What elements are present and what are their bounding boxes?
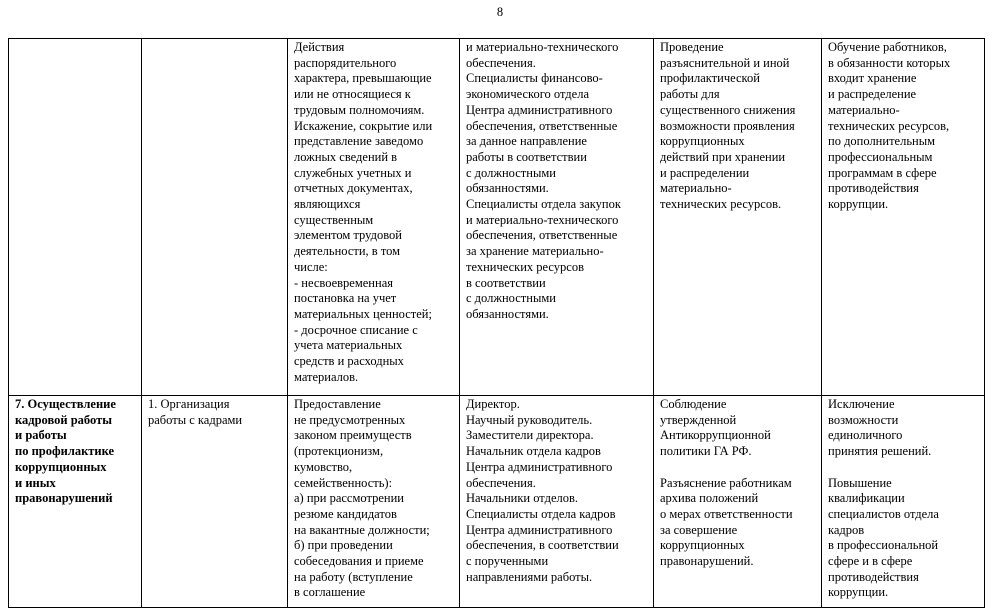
cell-text-line: разъяснительной и иной xyxy=(660,55,790,70)
cell-text-line: и распределении xyxy=(660,165,750,180)
cell-text-line: в обязанности которых xyxy=(828,55,951,70)
cell-text-line: Центра административного xyxy=(466,459,613,474)
cell-text-line: кадров xyxy=(828,522,865,537)
cell-text-line: резюме кандидатов xyxy=(294,506,397,521)
cell-measures xyxy=(654,396,822,608)
cell-text-line: обязанностями. xyxy=(466,306,549,321)
cell-text-line: правонарушений xyxy=(15,491,113,506)
cell-text-line: противодействия xyxy=(828,181,919,196)
cell-text-line: политики ГА РФ. xyxy=(660,444,752,459)
cell-text-line: технических ресурсов. xyxy=(660,197,782,212)
cell-text-line: единоличного xyxy=(828,428,903,443)
cell-text-line: (протекционизм, xyxy=(294,444,384,459)
cell-text-line: утвержденной xyxy=(660,412,737,427)
cell-measures xyxy=(654,39,822,396)
cell-text-line: за данное направление xyxy=(466,134,587,149)
cell-text-line: Специалисты отдела кадров xyxy=(466,506,616,521)
cell-text-line: - несвоевременная xyxy=(294,275,393,290)
cell-text-line: профессиональным xyxy=(828,149,933,164)
cell-text-line: не предусмотренных xyxy=(294,412,406,427)
cell-text-line: с должностными xyxy=(466,165,556,180)
cell-text-line: Предоставление xyxy=(294,397,381,411)
cell-text-line: сфере и в сфере xyxy=(828,554,913,569)
cell-text-line: элементом трудовой xyxy=(294,228,402,243)
cell-text-line: - досрочное списание с xyxy=(294,322,418,337)
cell-text-line: Обучение работников, xyxy=(828,40,947,54)
cell-area xyxy=(9,39,142,396)
cell-text-line: за хранение материально- xyxy=(466,244,604,259)
table-row xyxy=(9,39,985,396)
cell-text-line: Специалисты финансово- xyxy=(466,71,603,86)
cell-text-line: собеседования и приеме xyxy=(294,554,424,569)
cell-risk xyxy=(288,39,460,396)
cell-text-line: материальных ценностей; xyxy=(294,306,432,321)
cell-text-line: профилактической xyxy=(660,71,760,86)
cell-text-line: постановка на учет xyxy=(294,291,397,306)
cell-text-line: средств и расходных xyxy=(294,354,404,369)
cell-text-line: представление заведомо xyxy=(294,134,424,149)
cell-text-line: Директор. xyxy=(466,397,520,411)
cell-text-line: трудовым полномочиям. xyxy=(294,102,425,117)
cell-text-line: в соответствии xyxy=(466,275,546,290)
cell-text-line: коррупционных xyxy=(660,134,745,149)
cell-text-line: действий при хранении xyxy=(660,149,786,164)
cell-text-line: на вакантные должности; xyxy=(294,522,430,537)
cell-text-line: Центра административного xyxy=(466,522,613,537)
document-table xyxy=(8,38,985,608)
cell-responsible xyxy=(460,39,654,396)
cell-text-line: на работу (вступление xyxy=(294,569,413,584)
cell-text-line: работы в соответствии xyxy=(466,149,587,164)
cell-text-line: коррупции. xyxy=(828,585,889,600)
cell-text-line: кадровой работы xyxy=(15,412,112,427)
cell-text-line: экономического отдела xyxy=(466,87,590,102)
cell-text-line: законом преимуществ xyxy=(294,428,412,443)
cell-text-line: противодействия xyxy=(828,569,919,584)
cell-text-line: обязанностями. xyxy=(466,181,549,196)
cell-text-line: и распределение xyxy=(828,87,917,102)
cell-additional-measures xyxy=(822,39,985,396)
cell-text-line: направлениями работы. xyxy=(466,569,593,584)
cell-additional-measures xyxy=(822,396,985,608)
cell-text-line: Антикоррупционной xyxy=(660,428,771,443)
cell-text-line: и работы xyxy=(15,428,67,443)
cell-text-line: а) при рассмотрении xyxy=(294,491,404,506)
cell-text-line: семейственность): xyxy=(294,475,393,490)
cell-text-line: существенным xyxy=(294,212,374,227)
cell-text-line: распорядительного xyxy=(294,55,397,70)
cell-text-line: квалификации xyxy=(828,491,905,506)
cell-text-line: Заместители директора. xyxy=(466,428,594,443)
cell-text-line: специалистов отдела xyxy=(828,506,939,521)
cell-text-line: принятия решений. xyxy=(828,444,932,459)
cell-text-line: возможности проявления xyxy=(660,118,795,133)
cell-text-line: служебных учетных и xyxy=(294,165,412,180)
cell-text-line: программам в сфере xyxy=(828,165,937,180)
cell-text-line: деятельности, в том xyxy=(294,244,401,259)
cell-text-line: с порученными xyxy=(466,554,549,569)
cell-text-line: числе: xyxy=(294,259,328,274)
blank-line xyxy=(828,460,979,476)
cell-text-line: учета материальных xyxy=(294,338,403,353)
cell-text-line: и материально-технического xyxy=(466,212,619,227)
cell-text-line: коррупционных xyxy=(660,538,745,553)
cell-text-line: кумовство, xyxy=(294,459,353,474)
cell-text-line: 1. Организация xyxy=(148,397,230,411)
page-number: 8 xyxy=(496,5,504,19)
cell-text-line: обеспечения. xyxy=(466,55,536,70)
cell-text-line: являющихся xyxy=(294,197,361,212)
cell-text-line: характера, превышающие xyxy=(294,71,432,86)
cell-text-line: Специалисты отдела закупок xyxy=(466,197,621,212)
blank-line xyxy=(660,460,816,476)
cell-text-line: возможности xyxy=(828,412,899,427)
cell-text-line: входит хранение xyxy=(828,71,917,86)
cell-text-line: существенного снижения xyxy=(660,102,796,117)
cell-text-line: архива положений xyxy=(660,491,759,506)
cell-text-line: материально- xyxy=(828,102,900,117)
cell-text-line: материально- xyxy=(660,181,732,196)
cell-text-line: технических ресурсов, xyxy=(828,118,950,133)
cell-text-line: обеспечения, ответственные xyxy=(466,118,618,133)
cell-text-line: и материально-технического xyxy=(466,40,619,54)
cell-text-line: правонарушений. xyxy=(660,554,754,569)
cell-text-line: и иных xyxy=(15,475,56,490)
cell-text-line: обеспечения, ответственные xyxy=(466,228,618,243)
cell-text-line: работы с кадрами xyxy=(148,412,243,427)
cell-text-line: б) при проведении xyxy=(294,538,393,553)
cell-text-line: по дополнительным xyxy=(828,134,936,149)
cell-text-line: материалов. xyxy=(294,369,359,384)
cell-text-line: 7. Осуществление xyxy=(15,397,116,411)
cell-text-line: Действия xyxy=(294,40,345,54)
cell-process xyxy=(142,39,288,396)
cell-text-line: за совершение xyxy=(660,522,738,537)
cell-text-line: Начальники отделов. xyxy=(466,491,579,506)
cell-text-line: Исключение xyxy=(828,397,895,411)
cell-text-line: Научный руководитель. xyxy=(466,412,593,427)
cell-text-line: Центра административного xyxy=(466,102,613,117)
cell-risk xyxy=(288,396,460,608)
cell-text-line: работы для xyxy=(660,87,720,102)
cell-text-line: Соблюдение xyxy=(660,397,727,411)
cell-text-line: Разъяснение работникам xyxy=(660,475,792,490)
cell-text-line: Повышение xyxy=(828,475,892,490)
cell-text-line: по профилактике xyxy=(15,444,115,459)
cell-text-line: в соглашение xyxy=(294,585,366,600)
cell-text-line: обеспечения. xyxy=(466,475,536,490)
cell-text-line: Искажение, сокрытие или xyxy=(294,118,433,133)
cell-text-line: отчетных документах, xyxy=(294,181,413,196)
cell-text-line: Проведение xyxy=(660,40,724,54)
cell-text-line: обеспечения, в соответствии xyxy=(466,538,619,553)
cell-text-line: или не относящиеся к xyxy=(294,87,411,102)
cell-text-line: коррупции. xyxy=(828,197,889,212)
cell-responsible xyxy=(460,396,654,608)
cell-text-line: Начальник отдела кадров xyxy=(466,444,601,459)
cell-text-line: в профессиональной xyxy=(828,538,939,553)
cell-process xyxy=(142,396,288,608)
cell-text-line: о мерах ответственности xyxy=(660,506,793,521)
cell-text-line: с должностными xyxy=(466,291,556,306)
cell-text-line: технических ресурсов xyxy=(466,259,584,274)
cell-text-line: ложных сведений в xyxy=(294,149,398,164)
cell-area xyxy=(9,396,142,608)
cell-text-line: коррупционных xyxy=(15,459,107,474)
table-row xyxy=(9,396,985,608)
